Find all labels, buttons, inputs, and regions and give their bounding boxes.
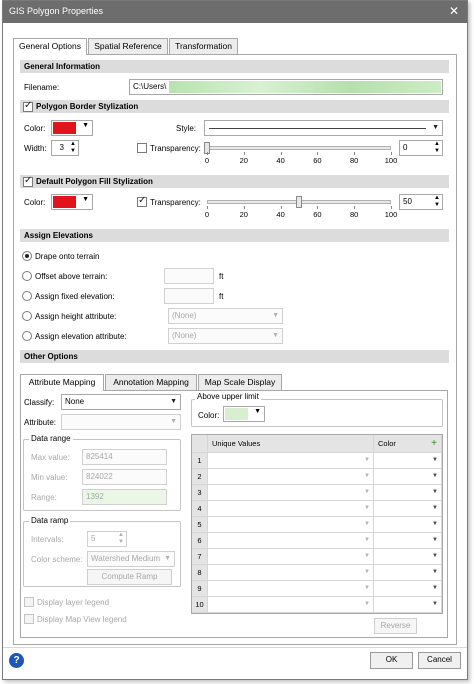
border-style-select[interactable] xyxy=(204,120,443,136)
section-other-options: Other Options xyxy=(20,350,449,363)
slider-tick-label: 100 xyxy=(384,210,398,219)
chevron-down-icon: ▼ xyxy=(364,585,370,591)
slider-tick xyxy=(354,152,355,155)
display-layer-legend-label: Display layer legend xyxy=(37,598,110,607)
grid-row-number: 1 xyxy=(192,453,208,469)
fill-color-label: Color: xyxy=(24,198,46,207)
max-value-label: Max value: xyxy=(31,453,70,462)
slider-tick xyxy=(391,206,392,209)
chevron-down-icon: ▼ xyxy=(254,408,261,415)
display-mapview-legend-label: Display Map View legend xyxy=(37,615,127,624)
slider-tick-label: 20 xyxy=(239,156,248,165)
classify-select[interactable] xyxy=(61,394,181,410)
radio-assign-fixed-elevation[interactable] xyxy=(22,291,32,301)
grid-row-number: 8 xyxy=(192,565,208,581)
radio-drape-onto-terrain[interactable] xyxy=(22,251,32,261)
border-transparency-track[interactable] xyxy=(207,146,391,150)
attribute-label: Attribute: xyxy=(24,418,57,427)
attribute-select[interactable] xyxy=(61,414,181,430)
grid-unique-value-cell[interactable] xyxy=(208,485,374,501)
close-icon[interactable]: ✕ xyxy=(448,4,459,18)
fill-color-picker[interactable] xyxy=(51,194,93,210)
height-attribute-label: Assign height attribute: xyxy=(35,312,117,321)
grid-unique-value-cell[interactable] xyxy=(208,565,374,581)
fill-stylization-checkbox[interactable] xyxy=(23,177,33,187)
chevron-down-icon: ▼ xyxy=(364,457,370,463)
grid-header-unique-values: Unique Values xyxy=(208,435,374,453)
chevron-down-icon: ▼ xyxy=(82,196,89,203)
section-polygon-fill: Default Polygon Fill Stylization xyxy=(20,175,449,188)
min-value-field[interactable]: 824022 xyxy=(82,469,167,485)
slider-tick xyxy=(207,206,208,209)
chevron-down-icon: ▼ xyxy=(432,473,438,479)
border-color-label: Color: xyxy=(24,124,46,133)
chevron-down-icon: ▼ xyxy=(432,124,439,131)
chevron-down-icon: ▼ xyxy=(432,489,438,495)
radio-offset-above-terrain[interactable] xyxy=(22,271,32,281)
intervals-label: Intervals: xyxy=(31,535,64,544)
offset-above-terrain-label: Offset above terrain: xyxy=(35,272,108,281)
ok-button[interactable]: OK xyxy=(370,652,413,669)
drape-onto-terrain-label: Drape onto terrain xyxy=(35,252,100,261)
grid-row-number: 2 xyxy=(192,469,208,485)
tab-general-options[interactable]: General Options xyxy=(13,38,87,55)
spinner-arrows-icon[interactable]: ▲ ▼ xyxy=(118,532,124,545)
chevron-down-icon: ▼ xyxy=(364,505,370,511)
elevation-attribute-value: (None) xyxy=(172,331,197,340)
border-transparency-label: Transparency: xyxy=(150,144,201,153)
color-scheme-value: Watershed Medium xyxy=(91,554,161,563)
border-width-stepper[interactable] xyxy=(51,140,79,156)
grid-row-number: 3 xyxy=(192,485,208,501)
slider-tick xyxy=(207,152,208,155)
border-transparency-checkbox[interactable] xyxy=(137,143,147,153)
classify-label: Classify: xyxy=(24,398,55,407)
grid-header-color-label: Color xyxy=(378,439,396,448)
add-row-icon[interactable]: + xyxy=(431,438,437,449)
fill-transparency-label: Transparency: xyxy=(150,198,201,207)
slider-tick-label: 60 xyxy=(313,156,322,165)
slider-tick xyxy=(281,152,282,155)
chevron-down-icon: ▼ xyxy=(432,457,438,463)
grid-unique-value-cell[interactable] xyxy=(208,549,374,565)
cancel-button[interactable]: Cancel xyxy=(418,652,461,669)
border-color-swatch xyxy=(53,122,76,134)
line-style-preview xyxy=(209,128,426,129)
radio-assign-elevation-attribute[interactable] xyxy=(22,331,32,341)
border-width-label: Width: xyxy=(24,144,47,153)
grid-row-number: 7 xyxy=(192,549,208,565)
slider-tick-label: 80 xyxy=(350,156,359,165)
slider-tick xyxy=(317,152,318,155)
grid-color-cell[interactable] xyxy=(374,549,442,565)
section-polygon-border: Polygon Border Stylization xyxy=(20,100,449,113)
slider-tick-label: 100 xyxy=(384,156,398,165)
range-label: Range: xyxy=(31,493,57,502)
chevron-down-icon: ▼ xyxy=(170,418,177,425)
grid-color-cell[interactable] xyxy=(374,485,442,501)
redacted-path xyxy=(169,81,441,93)
footer-divider xyxy=(3,647,467,648)
chevron-down-icon: ▼ xyxy=(164,555,171,562)
fill-color-swatch xyxy=(53,196,76,208)
grid-color-cell[interactable] xyxy=(374,517,442,533)
grid-corner xyxy=(192,435,208,453)
chevron-down-icon: ▼ xyxy=(272,312,279,319)
section-general-information: General Information xyxy=(20,60,449,73)
slider-tick xyxy=(244,152,245,155)
data-ramp-label: Data ramp xyxy=(31,516,69,525)
chevron-down-icon: ▼ xyxy=(432,521,438,527)
slider-tick xyxy=(244,206,245,209)
max-value-field[interactable]: 825414 xyxy=(82,449,167,465)
reverse-button[interactable]: Reverse xyxy=(374,618,417,634)
grid-row-number: 5 xyxy=(192,517,208,533)
grid-row-number: 6 xyxy=(192,533,208,549)
grid-unique-value-cell[interactable] xyxy=(208,597,374,613)
elevation-attribute-label: Assign elevation attribute: xyxy=(35,332,127,341)
title-bar xyxy=(3,1,467,23)
display-mapview-legend-checkbox[interactable] xyxy=(24,614,34,624)
chevron-down-icon: ▼ xyxy=(82,122,89,129)
tab-map-scale-display[interactable]: Map Scale Display xyxy=(198,374,282,390)
above-color-picker[interactable] xyxy=(223,406,265,422)
fixed-elevation-unit-label: ft xyxy=(219,292,224,301)
filename-value: C:\Users\ xyxy=(133,82,167,91)
above-color-swatch xyxy=(225,408,248,420)
slider-tick-label: 80 xyxy=(350,210,359,219)
chevron-down-icon: ▼ xyxy=(432,601,438,607)
grid-unique-value-cell[interactable] xyxy=(208,501,374,517)
chevron-down-icon: ▼ xyxy=(272,332,279,339)
grid-color-cell[interactable] xyxy=(374,565,442,581)
tab-annotation-mapping[interactable]: Annotation Mapping xyxy=(105,374,197,390)
slider-tick xyxy=(317,206,318,209)
grid-unique-value-cell[interactable] xyxy=(208,469,374,485)
compute-ramp-button[interactable]: Compute Ramp xyxy=(87,569,172,585)
range-field[interactable]: 1392 xyxy=(82,489,167,505)
border-style-label: Style: xyxy=(176,124,197,133)
grid-color-cell[interactable] xyxy=(374,533,442,549)
border-color-picker[interactable] xyxy=(51,120,93,136)
slider-tick-label: 40 xyxy=(276,156,285,165)
color-scheme-select[interactable] xyxy=(87,551,175,567)
slider-tick xyxy=(391,152,392,155)
grid-color-cell[interactable] xyxy=(374,581,442,597)
chevron-down-icon: ▼ xyxy=(170,398,177,405)
slider-tick xyxy=(281,206,282,209)
chevron-down-icon: ▼ xyxy=(364,569,370,575)
fill-transparency-stepper[interactable] xyxy=(399,194,443,210)
tab-transformation[interactable]: Transformation xyxy=(169,38,238,54)
fixed-elevation-field[interactable] xyxy=(164,288,214,304)
slider-tick-label: 40 xyxy=(276,210,285,219)
chevron-down-icon: ▼ xyxy=(432,505,438,511)
data-range-label: Data range xyxy=(31,434,71,443)
height-attribute-select[interactable] xyxy=(168,308,283,324)
filename-label: Filename: xyxy=(24,83,60,92)
spinner-arrows-icon[interactable]: ▲ ▼ xyxy=(434,141,440,154)
min-value-label: Min value: xyxy=(31,473,68,482)
chevron-down-icon: ▼ xyxy=(364,601,370,607)
intervals-stepper[interactable] xyxy=(87,531,127,547)
fill-transparency-slider-thumb[interactable] xyxy=(296,196,302,208)
grid-row-number: 4 xyxy=(192,501,208,517)
offset-value-field[interactable] xyxy=(164,268,214,284)
chevron-down-icon: ▼ xyxy=(432,569,438,575)
chevron-down-icon: ▼ xyxy=(364,521,370,527)
radio-assign-height-attribute[interactable] xyxy=(22,311,32,321)
chevron-down-icon: ▼ xyxy=(432,553,438,559)
fill-transparency-checkbox[interactable] xyxy=(137,197,147,207)
spinner-arrows-icon[interactable]: ▲ ▼ xyxy=(434,195,440,208)
fill-transparency-value: 50 xyxy=(403,197,412,206)
display-layer-legend-checkbox[interactable] xyxy=(24,597,34,607)
grid-color-cell[interactable] xyxy=(374,453,442,469)
chevron-down-icon: ▼ xyxy=(364,553,370,559)
slider-tick xyxy=(354,206,355,209)
grid-row-number: 10 xyxy=(192,597,208,613)
elevation-attribute-select[interactable] xyxy=(168,328,283,344)
grid-header-color xyxy=(374,435,442,453)
grid-color-cell[interactable] xyxy=(374,597,442,613)
slider-tick-label: 60 xyxy=(313,210,322,219)
grid-unique-value-cell[interactable] xyxy=(208,533,374,549)
grid-row-number: 9 xyxy=(192,581,208,597)
fixed-elevation-label: Assign fixed elevation: xyxy=(35,292,115,301)
grid-unique-value-cell[interactable] xyxy=(208,453,374,469)
border-transparency-stepper[interactable] xyxy=(399,140,443,156)
spinner-arrows-icon[interactable]: ▲ ▼ xyxy=(70,141,76,154)
chevron-down-icon: ▼ xyxy=(432,537,438,543)
grid-unique-value-cell[interactable] xyxy=(208,581,374,597)
window-title: GIS Polygon Properties xyxy=(9,6,104,16)
slider-tick-label: 0 xyxy=(204,156,210,165)
slider-tick-label: 20 xyxy=(239,210,248,219)
color-scheme-label: Color scheme: xyxy=(31,555,83,564)
offset-unit-label: ft xyxy=(219,272,224,281)
tab-attribute-mapping[interactable]: Attribute Mapping xyxy=(20,374,104,391)
chevron-down-icon: ▼ xyxy=(364,473,370,479)
slider-tick-label: 0 xyxy=(204,210,210,219)
help-icon[interactable]: ? xyxy=(9,653,24,668)
border-stylization-checkbox[interactable] xyxy=(23,102,33,112)
classify-value: None xyxy=(65,397,85,406)
above-upper-limit-label: Above upper limit xyxy=(197,392,259,401)
grid-color-cell[interactable] xyxy=(374,501,442,517)
grid-unique-value-cell[interactable] xyxy=(208,517,374,533)
section-assign-elevations: Assign Elevations xyxy=(20,229,449,242)
above-color-label: Color: xyxy=(198,411,220,420)
border-transparency-value: 0 xyxy=(403,143,408,152)
tab-spatial-reference[interactable]: Spatial Reference xyxy=(88,38,168,54)
chevron-down-icon: ▼ xyxy=(364,489,370,495)
height-attribute-value: (None) xyxy=(172,311,197,320)
intervals-value: 5 xyxy=(91,534,96,543)
chevron-down-icon: ▼ xyxy=(432,585,438,591)
border-width-value: 3 xyxy=(59,143,64,152)
grid-color-cell[interactable] xyxy=(374,469,442,485)
chevron-down-icon: ▼ xyxy=(364,537,370,543)
properties-dialog xyxy=(2,0,468,680)
unique-values-grid xyxy=(191,434,443,614)
